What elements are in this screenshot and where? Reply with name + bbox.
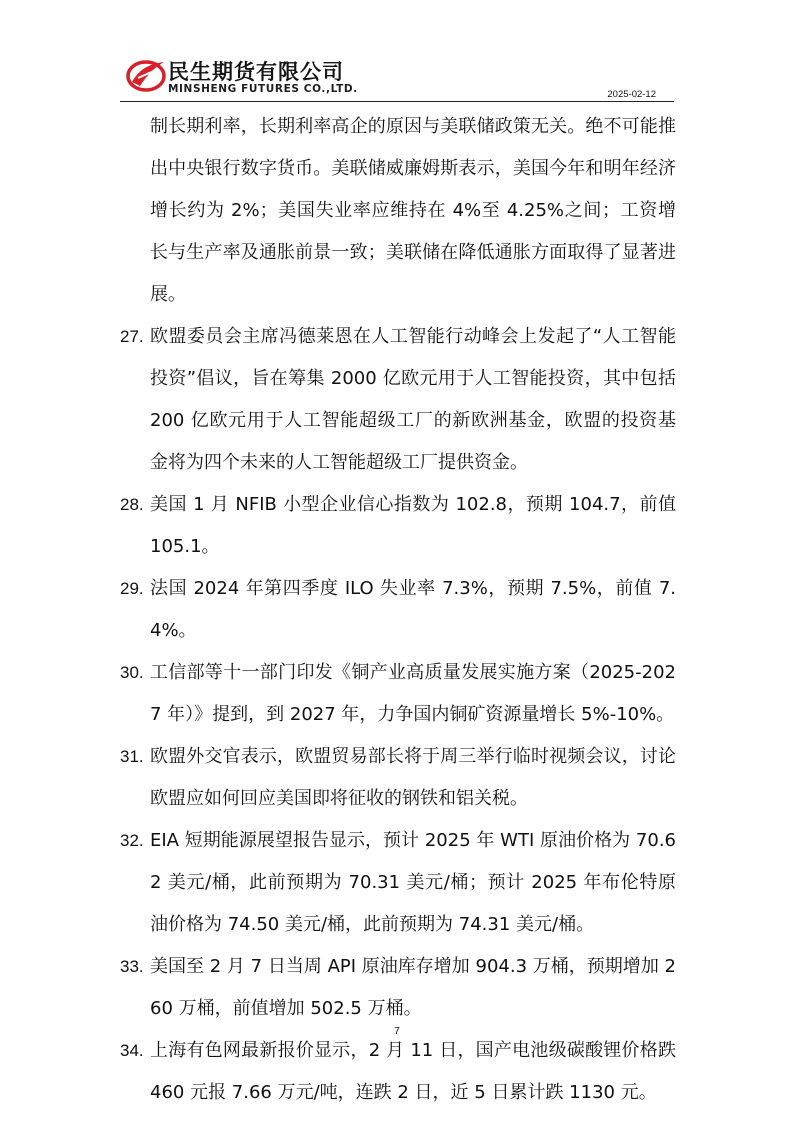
report-date: 2025-02-12 [607,89,656,100]
item-number: 31. [120,747,144,766]
news-list [120,106,676,1114]
list-item [120,736,676,820]
item-text: 美国 1 月 NFIB 小型企业信心指数为 102.8，预期 104.7，前值 105.1。 [150,494,676,557]
continuation-paragraph: 制长期利率，长期利率高企的原因与美联储政策无关。绝不可能推出中央银行数字货币。美联储威廉姆斯表示，美国今年和明年经济增长约为 2%；美国失业率应维持在 4%至 4.25%之间；工资增长与生产率及通胀前景一致；美联储在降低通胀方面取得了显著进展。 [150,116,676,305]
page-number: 7 [394,1026,400,1037]
list-item [120,1030,676,1114]
item-number: 33. [120,957,144,976]
list-item [120,316,676,484]
list-item [120,820,676,946]
minsheng-logo-icon [126,58,166,92]
page-header [120,54,674,102]
item-text: 工信部等十一部门印发《铜产业高质量发展实施方案（2025-2027 年）》提到，到 2027 年，力争国内铜矿资源量增长 5%-10%。 [150,662,676,725]
list-item [120,484,676,568]
item-text: EIA 短期能源展望报告显示，预计 2025 年 WTI 原油价格为 70.62 美元/桶，此前预期为 70.31 美元/桶；预计 2025 年布伦特原油价格为 74.50 美元/桶，此前预期为 74.31 美元/桶。 [150,830,676,935]
item-number: 30. [120,663,144,682]
item-text: 欧盟外交官表示，欧盟贸易部长将于周三举行临时视频会议，讨论欧盟应如何回应美国即将征收的钢铁和铝关税。 [150,746,676,809]
list-item [120,652,676,736]
company-name-cn: 民生期货有限公司 [168,60,344,84]
item-text: 法国 2024 年第四季度 ILO 失业率 7.3%，预期 7.5%，前值 7.4%。 [150,578,676,641]
item-number: 34. [120,1041,144,1060]
item-number: 27. [120,327,144,346]
company-name-en: MINSHENG FUTURES CO.,LTD. [168,83,358,95]
list-item [120,568,676,652]
item-number: 29. [120,579,144,598]
item-text: 美国至 2 月 7 日当周 API 原油库存增加 904.3 万桶，预期增加 260 万桶，前值增加 502.5 万桶。 [150,956,676,1019]
item-text: 上海有色网最新报价显示，2 月 11 日，国产电池级碳酸锂价格跌 460 元报 7.66 万元/吨，连跌 2 日，近 5 日累计跌 1130 元。 [150,1040,676,1103]
header-divider [120,101,674,102]
item-text: 欧盟委员会主席冯德莱恩在人工智能行动峰会上发起了“人工智能投资”倡议，旨在筹集 2000 亿欧元用于人工智能投资，其中包括 200 亿欧元用于人工智能超级工厂的新欧洲基金，欧盟的投资基金将为四个未来的人工智能超级工厂提供资金。 [150,326,676,473]
item-number: 32. [120,831,144,850]
item-number: 28. [120,495,144,514]
list-item [120,946,676,1030]
